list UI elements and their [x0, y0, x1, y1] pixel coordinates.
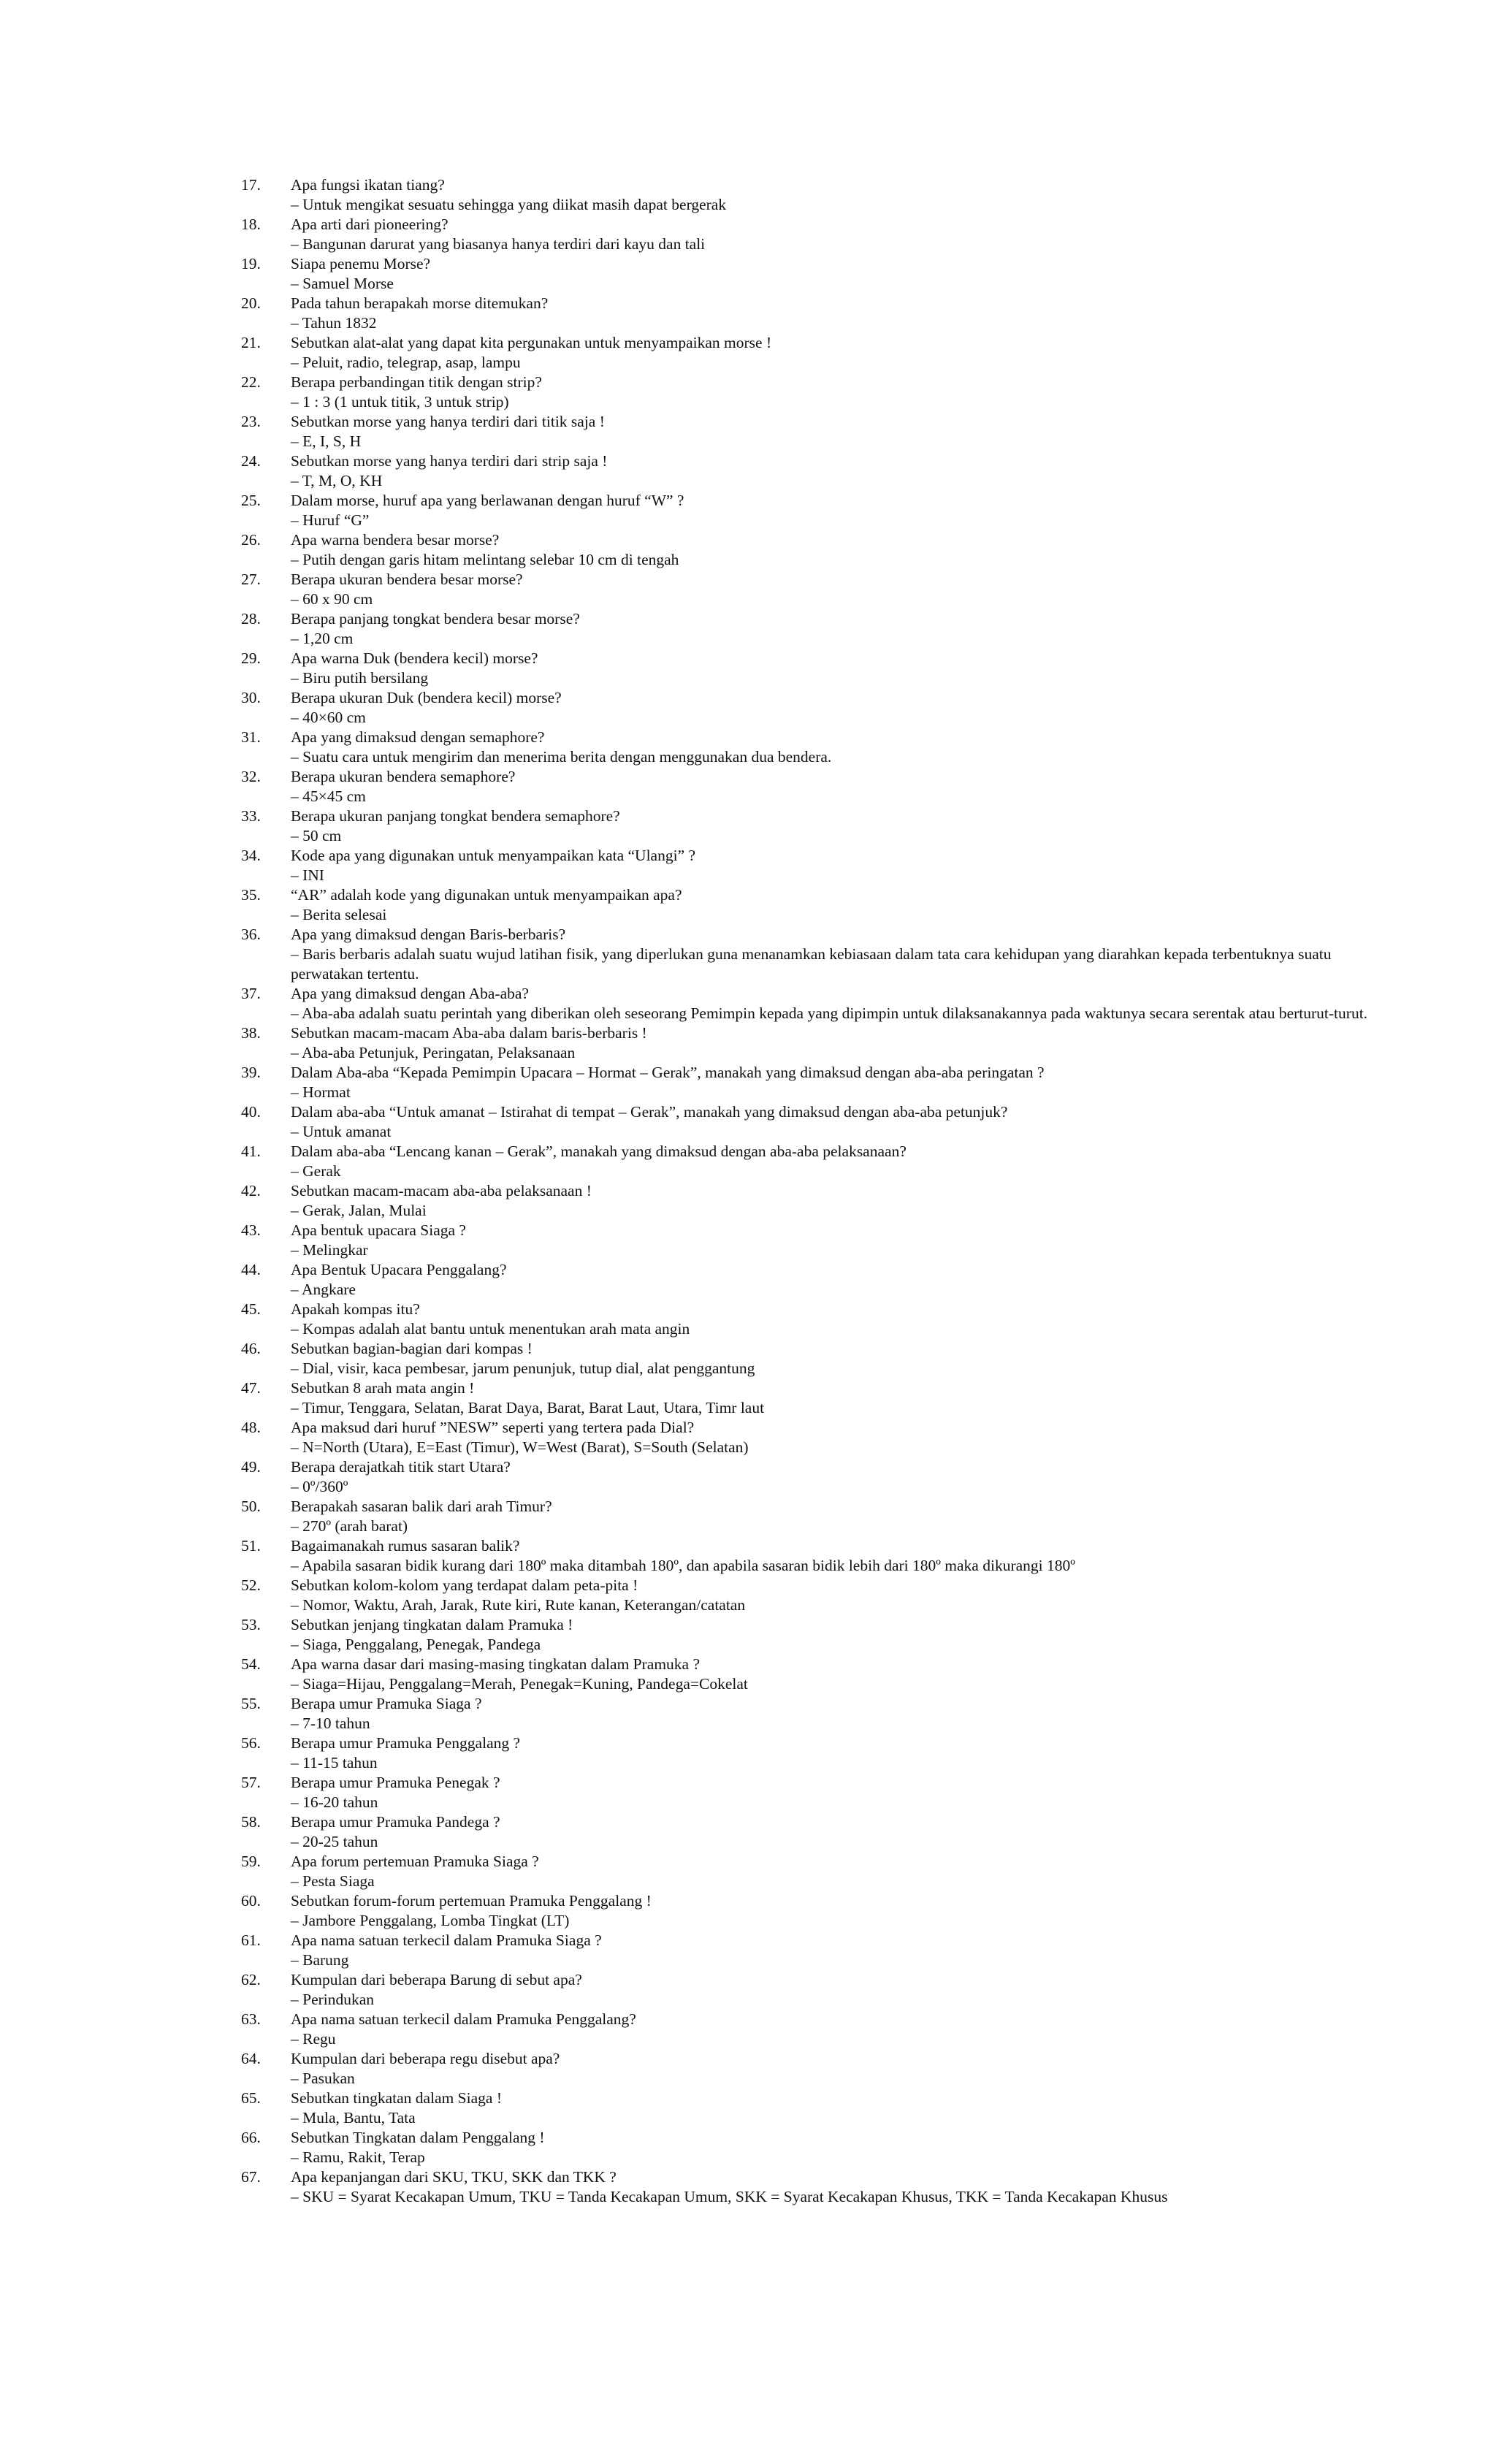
qa-item: [241, 2089, 1381, 2128]
qa-item: [241, 412, 1381, 451]
qa-list: [241, 175, 1381, 2207]
qa-item: [241, 215, 1381, 254]
answer-text: – Bangunan darurat yang biasanya hanya terdiri dari kayu dan tali: [291, 235, 706, 253]
answer-text: – Hormat: [291, 1083, 351, 1101]
question-number: 39.: [241, 1064, 261, 1081]
question-number: 62.: [241, 1971, 261, 1988]
qa-item: [241, 570, 1381, 609]
question-number: 32.: [241, 768, 261, 785]
qa-item: [241, 649, 1381, 688]
qa-item: [241, 254, 1381, 294]
answer-text: – Biru putih bersilang: [291, 669, 429, 687]
question-number: 53.: [241, 1616, 261, 1633]
answer-text: – Kompas adalah alat bantu untuk menentukan arah mata angin: [291, 1320, 690, 1338]
qa-item: [241, 925, 1381, 984]
answer-text: – E, I, S, H: [291, 432, 362, 450]
question-number: 44.: [241, 1261, 261, 1278]
question-text: Berapa umur Pramuka Siaga ?: [291, 1695, 482, 1712]
question-text: Apa maksud dari huruf ”NESW” seperti yang tertera pada Dial?: [291, 1419, 695, 1436]
question-text: Apa warna bendera besar morse?: [291, 531, 500, 549]
question-number: 40.: [241, 1103, 261, 1121]
question-number: 22.: [241, 373, 261, 391]
answer-text: – Baris berbaris adalah suatu wujud latihan fisik, yang diperlukan guna menanamkan kebiasaan dalam tata cara kehidupan yang diarahkan kepada terbentuknya suatu perwatakan tertentu.: [291, 945, 1332, 983]
question-number: 20.: [241, 294, 261, 312]
question-number: 46.: [241, 1340, 261, 1357]
qa-item: [241, 728, 1381, 767]
answer-text: – 1 : 3 (1 untuk titik, 3 untuk strip): [291, 393, 509, 411]
qa-item: [241, 451, 1381, 491]
qa-item: [241, 767, 1381, 806]
question-text: Apa arti dari pioneering?: [291, 215, 449, 233]
question-number: 51.: [241, 1537, 261, 1555]
answer-text: – 16-20 tahun: [291, 1793, 378, 1811]
question-text: Sebutkan alat-alat yang dapat kita pergunakan untuk menyampaikan morse !: [291, 334, 772, 351]
question-number: 17.: [241, 176, 261, 194]
qa-item: [241, 1852, 1381, 1891]
question-number: 38.: [241, 1024, 261, 1042]
question-number: 23.: [241, 413, 261, 430]
question-text: Sebutkan Tingkatan dalam Penggalang !: [291, 2129, 545, 2146]
question-text: Sebutkan 8 arah mata angin !: [291, 1379, 475, 1397]
answer-text: – N=North (Utara), E=East (Timur), W=West (Barat), S=South (Selatan): [291, 1438, 749, 1456]
qa-item: [241, 333, 1381, 373]
question-number: 60.: [241, 1892, 261, 1910]
qa-item: [241, 530, 1381, 570]
answer-text: – SKU = Syarat Kecakapan Umum, TKU = Tanda Kecakapan Umum, SKK = Syarat Kecakapan Khusus, TKK = Tanda Kecakapan Khusus: [291, 2188, 1168, 2205]
qa-item: [241, 885, 1381, 925]
question-text: Apa Bentuk Upacara Penggalang?: [291, 1261, 507, 1278]
answer-text: – Siaga=Hijau, Penggalang=Merah, Penegak=Kuning, Pandega=Cokelat: [291, 1675, 748, 1693]
question-text: Bagaimanakah rumus sasaran balik?: [291, 1537, 520, 1555]
question-number: 21.: [241, 334, 261, 351]
question-number: 42.: [241, 1182, 261, 1199]
qa-item: [241, 1260, 1381, 1300]
question-text: Apa warna dasar dari masing-masing tingkatan dalam Pramuka ?: [291, 1655, 701, 1673]
question-text: Apa yang dimaksud dengan Aba-aba?: [291, 985, 529, 1002]
qa-item: [241, 806, 1381, 846]
question-number: 28.: [241, 610, 261, 628]
answer-text: – Siaga, Penggalang, Penegak, Pandega: [291, 1636, 541, 1653]
qa-item: [241, 609, 1381, 649]
answer-text: – Peluit, radio, telegrap, asap, lampu: [291, 354, 521, 371]
question-number: 19.: [241, 255, 261, 272]
qa-item: [241, 984, 1381, 1023]
question-text: Berapa ukuran Duk (bendera kecil) morse?: [291, 689, 562, 706]
qa-item: [241, 1576, 1381, 1615]
qa-item: [241, 2167, 1381, 2207]
question-text: Apa yang dimaksud dengan semaphore?: [291, 728, 545, 746]
answer-text: – Regu: [291, 2030, 336, 2048]
question-number: 35.: [241, 886, 261, 904]
answer-text: – 270º (arah barat): [291, 1517, 408, 1535]
answer-text: – Pesta Siaga: [291, 1872, 375, 1890]
question-text: Sebutkan macam-macam aba-aba pelaksanaan !: [291, 1182, 592, 1199]
question-number: 54.: [241, 1655, 261, 1673]
question-number: 26.: [241, 531, 261, 549]
qa-item: [241, 294, 1381, 333]
answer-text: – 0º/360º: [291, 1478, 348, 1495]
qa-item: [241, 1063, 1381, 1102]
qa-item: [241, 373, 1381, 412]
question-text: Berapa ukuran panjang tongkat bendera semaphore?: [291, 807, 620, 825]
qa-item: [241, 1221, 1381, 1260]
question-number: 43.: [241, 1221, 261, 1239]
question-text: Sebutkan morse yang hanya terdiri dari strip saja !: [291, 452, 608, 470]
answer-text: – Untuk mengikat sesuatu sehingga yang diikat masih dapat bergerak: [291, 196, 727, 213]
question-number: 27.: [241, 571, 261, 588]
qa-item: [241, 1615, 1381, 1655]
answer-text: – Gerak, Jalan, Mulai: [291, 1202, 427, 1219]
qa-item: [241, 1497, 1381, 1536]
question-number: 29.: [241, 649, 261, 667]
qa-item: [241, 1694, 1381, 1733]
question-number: 31.: [241, 728, 261, 746]
question-text: Apa kepanjangan dari SKU, TKU, SKK dan TKK ?: [291, 2168, 617, 2186]
answer-text: – 7-10 tahun: [291, 1714, 370, 1732]
answer-text: – Perindukan: [291, 1991, 375, 2008]
answer-text: – INI: [291, 866, 324, 884]
question-text: Apa bentuk upacara Siaga ?: [291, 1221, 466, 1239]
question-number: 24.: [241, 452, 261, 470]
question-text: Apa yang dimaksud dengan Baris-berbaris?: [291, 926, 566, 943]
question-text: Siapa penemu Morse?: [291, 255, 431, 272]
question-number: 18.: [241, 215, 261, 233]
question-text: Berapakah sasaran balik dari arah Timur?: [291, 1498, 552, 1515]
answer-text: – Angkare: [291, 1281, 356, 1298]
question-text: Berapa panjang tongkat bendera besar morse?: [291, 610, 580, 628]
question-text: Sebutkan tingkatan dalam Siaga !: [291, 2089, 502, 2107]
answer-text: – Barung: [291, 1951, 349, 1969]
question-number: 50.: [241, 1498, 261, 1515]
answer-text: – Aba-aba adalah suatu perintah yang diberikan oleh seseorang Pemimpin kepada yang dipimpin untuk dilaksanakannya pada waktunya secara serentak atau berturut-turut.: [291, 1004, 1368, 1022]
qa-item: [241, 1300, 1381, 1339]
question-number: 52.: [241, 1576, 261, 1594]
qa-item: [241, 1773, 1381, 1812]
answer-text: – Apabila sasaran bidik kurang dari 180º maka ditambah 180º, dan apabila sasaran bidik lebih dari 180º maka dikurangi 180º: [291, 1557, 1075, 1574]
answer-text: – 40×60 cm: [291, 709, 366, 726]
question-text: Berapa umur Pramuka Penggalang ?: [291, 1734, 521, 1752]
question-text: Kumpulan dari beberapa Barung di sebut apa?: [291, 1971, 582, 1988]
answer-text: – Suatu cara untuk mengirim dan menerima berita dengan menggunakan dua bendera.: [291, 748, 832, 766]
question-text: Apa nama satuan terkecil dalam Pramuka Penggalang?: [291, 2010, 636, 2028]
question-text: Apakah kompas itu?: [291, 1300, 420, 1318]
question-text: Berapa umur Pramuka Pandega ?: [291, 1813, 500, 1831]
question-text: Sebutkan bagian-bagian dari kompas !: [291, 1340, 533, 1357]
qa-item: [241, 688, 1381, 728]
question-text: Sebutkan forum-forum pertemuan Pramuka Penggalang !: [291, 1892, 652, 1910]
question-text: Sebutkan kolom-kolom yang terdapat dalam peta-pita !: [291, 1576, 638, 1594]
qa-item: [241, 1733, 1381, 1773]
question-number: 63.: [241, 2010, 261, 2028]
answer-text: – Tahun 1832: [291, 314, 377, 332]
qa-item: [241, 1931, 1381, 1970]
question-number: 37.: [241, 985, 261, 1002]
answer-text: – Putih dengan garis hitam melintang selebar 10 cm di tengah: [291, 551, 679, 568]
answer-text: – 45×45 cm: [291, 787, 366, 805]
question-number: 45.: [241, 1300, 261, 1318]
question-text: “AR” adalah kode yang digunakan untuk menyampaikan apa?: [291, 886, 682, 904]
qa-item: [241, 1142, 1381, 1181]
question-number: 55.: [241, 1695, 261, 1712]
qa-item: [241, 1418, 1381, 1457]
question-number: 49.: [241, 1458, 261, 1476]
answer-text: – Nomor, Waktu, Arah, Jarak, Rute kiri, Rute kanan, Keterangan/catatan: [291, 1596, 746, 1614]
answer-text: – 20-25 tahun: [291, 1833, 378, 1850]
answer-text: – 11-15 tahun: [291, 1754, 378, 1771]
answer-text: – Untuk amanat: [291, 1123, 392, 1140]
answer-text: – Timur, Tenggara, Selatan, Barat Daya, Barat, Barat Laut, Utara, Timr laut: [291, 1399, 765, 1416]
qa-item: [241, 2010, 1381, 2049]
question-number: 34.: [241, 847, 261, 864]
question-number: 48.: [241, 1419, 261, 1436]
question-text: Berapa derajatkah titik start Utara?: [291, 1458, 511, 1476]
answer-text: – 60 x 90 cm: [291, 590, 373, 608]
answer-text: – Samuel Morse: [291, 275, 394, 292]
answer-text: – Gerak: [291, 1162, 341, 1180]
question-text: Berapa ukuran bendera besar morse?: [291, 571, 523, 588]
qa-item: [241, 1812, 1381, 1852]
answer-text: – 1,20 cm: [291, 630, 354, 647]
question-text: Sebutkan jenjang tingkatan dalam Pramuka !: [291, 1616, 573, 1633]
answer-text: – T, M, O, KH: [291, 472, 383, 489]
question-text: Apa fungsi ikatan tiang?: [291, 176, 445, 194]
question-text: Apa warna Duk (bendera kecil) morse?: [291, 649, 538, 667]
answer-text: – Huruf “G”: [291, 511, 370, 529]
qa-item: [241, 1536, 1381, 1576]
qa-item: [241, 1181, 1381, 1221]
question-number: 66.: [241, 2129, 261, 2146]
qa-item: [241, 846, 1381, 885]
question-number: 33.: [241, 807, 261, 825]
question-text: Apa nama satuan terkecil dalam Pramuka Siaga ?: [291, 1931, 602, 1949]
question-text: Sebutkan morse yang hanya terdiri dari titik saja !: [291, 413, 605, 430]
answer-text: – 50 cm: [291, 827, 342, 844]
question-number: 56.: [241, 1734, 261, 1752]
qa-item: [241, 1970, 1381, 2010]
question-text: Sebutkan macam-macam Aba-aba dalam baris-berbaris !: [291, 1024, 647, 1042]
qa-item: [241, 1023, 1381, 1063]
question-text: Berapa umur Pramuka Penegak ?: [291, 1774, 500, 1791]
qa-item: [241, 2049, 1381, 2089]
question-text: Kumpulan dari beberapa regu disebut apa?: [291, 2050, 560, 2067]
question-number: 58.: [241, 1813, 261, 1831]
question-text: Kode apa yang digunakan untuk menyampaikan kata “Ulangi” ?: [291, 847, 696, 864]
question-number: 30.: [241, 689, 261, 706]
question-number: 36.: [241, 926, 261, 943]
question-number: 65.: [241, 2089, 261, 2107]
answer-text: – Pasukan: [291, 2070, 355, 2087]
question-number: 25.: [241, 492, 261, 509]
question-number: 59.: [241, 1853, 261, 1870]
question-number: 67.: [241, 2168, 261, 2186]
question-text: Dalam morse, huruf apa yang berlawanan dengan huruf “W” ?: [291, 492, 684, 509]
qa-item: [241, 1457, 1381, 1497]
qa-item: [241, 1378, 1381, 1418]
question-number: 41.: [241, 1143, 261, 1160]
answer-text: – Jambore Penggalang, Lomba Tingkat (LT): [291, 1912, 570, 1929]
qa-item: [241, 1102, 1381, 1142]
answer-text: – Dial, visir, kaca pembesar, jarum penunjuk, tutup dial, alat penggantung: [291, 1359, 755, 1377]
question-text: Dalam Aba-aba “Kepada Pemimpin Upacara – Hormat – Gerak”, manakah yang dimaksud dengan aba-aba peringatan ?: [291, 1064, 1045, 1081]
answer-text: – Melingkar: [291, 1241, 368, 1259]
qa-item: [241, 491, 1381, 530]
qa-item: [241, 1655, 1381, 1694]
question-number: 64.: [241, 2050, 261, 2067]
question-text: Dalam aba-aba “Untuk amanat – Istirahat di tempat – Gerak”, manakah yang dimaksud dengan aba-aba petunjuk?: [291, 1103, 1008, 1121]
qa-item: [241, 2128, 1381, 2167]
qa-item: [241, 1891, 1381, 1931]
answer-text: – Ramu, Rakit, Terap: [291, 2148, 425, 2166]
question-number: 57.: [241, 1774, 261, 1791]
question-text: Berapa perbandingan titik dengan strip?: [291, 373, 542, 391]
answer-text: – Aba-aba Petunjuk, Peringatan, Pelaksanaan: [291, 1044, 576, 1061]
question-number: 61.: [241, 1931, 261, 1949]
question-text: Pada tahun berapakah morse ditemukan?: [291, 294, 549, 312]
answer-text: – Berita selesai: [291, 906, 387, 923]
question-text: Apa forum pertemuan Pramuka Siaga ?: [291, 1853, 539, 1870]
qa-item: [241, 1339, 1381, 1378]
question-text: Dalam aba-aba “Lencang kanan – Gerak”, manakah yang dimaksud dengan aba-aba pelaksanaan?: [291, 1143, 907, 1160]
answer-text: – Mula, Bantu, Tata: [291, 2109, 416, 2127]
qa-item: [241, 175, 1381, 215]
question-number: 47.: [241, 1379, 261, 1397]
question-text: Berapa ukuran bendera semaphore?: [291, 768, 516, 785]
